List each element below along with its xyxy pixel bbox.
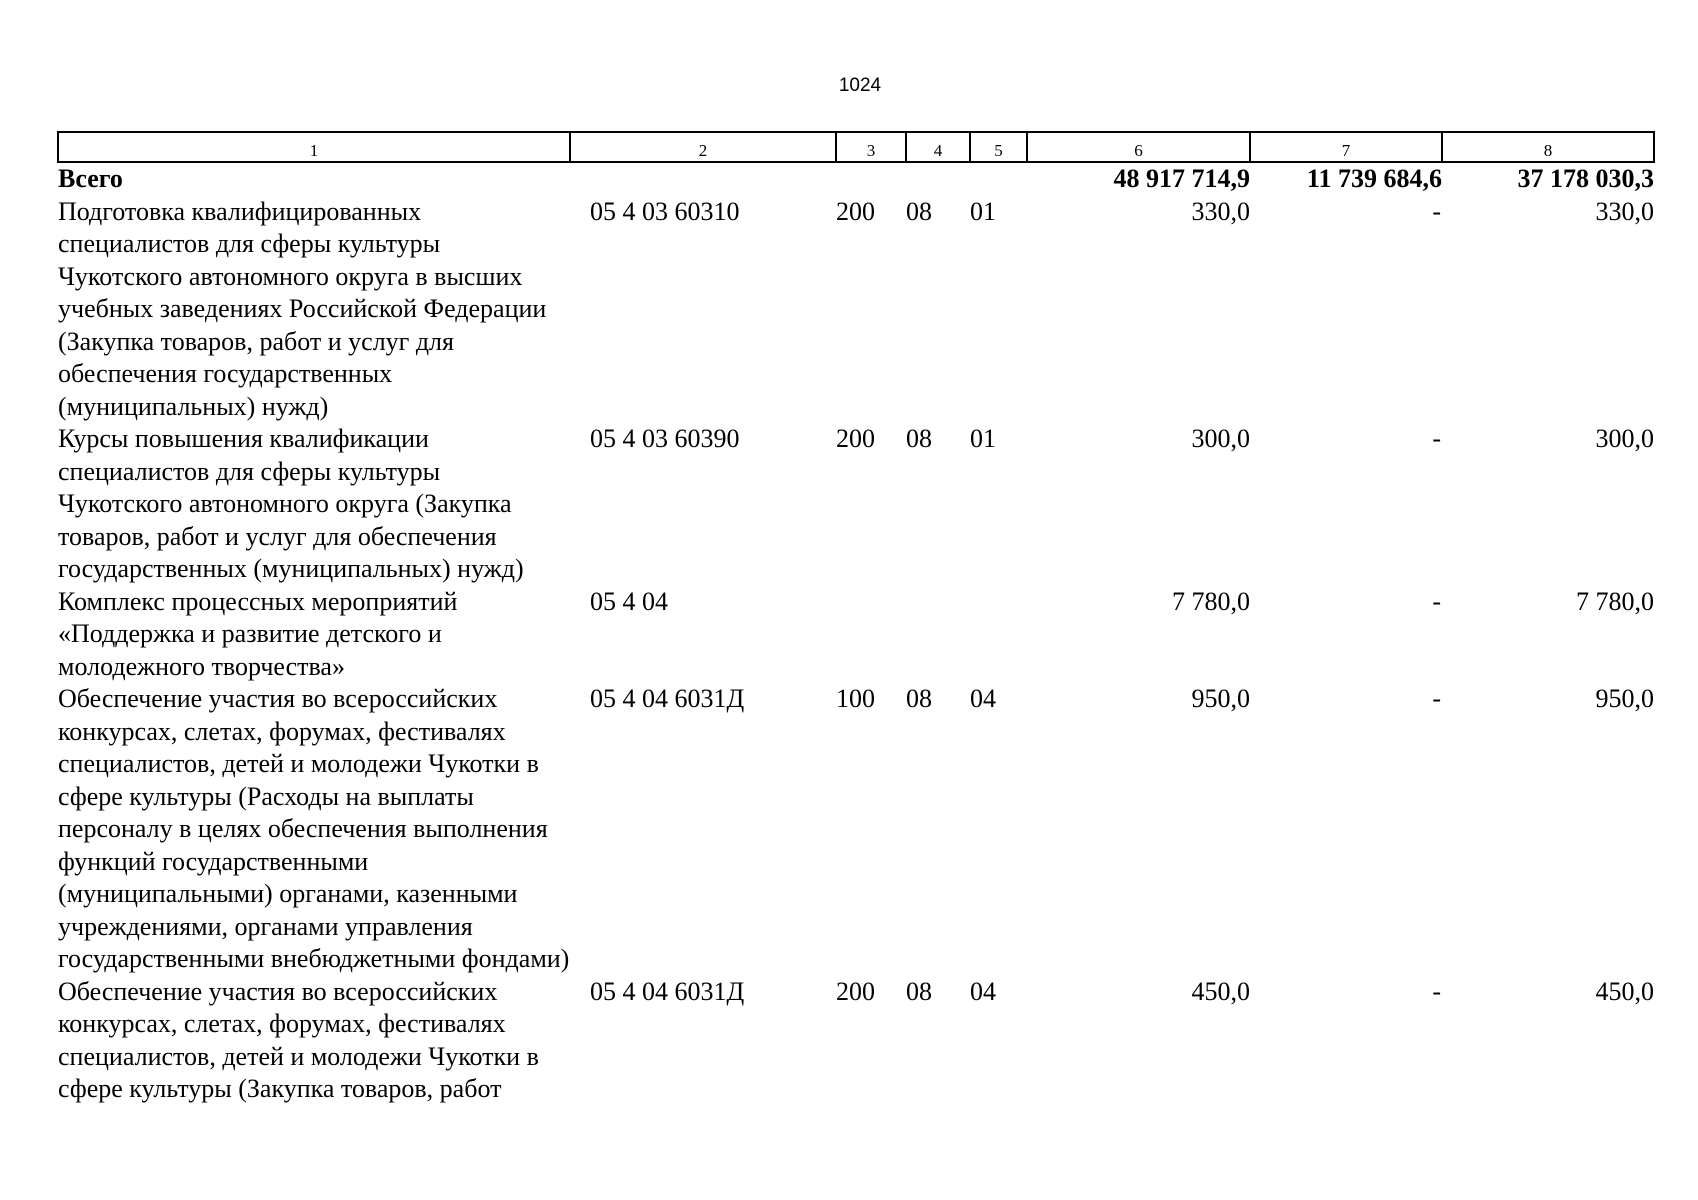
empty-cell bbox=[906, 162, 970, 196]
column-number-8: 8 bbox=[1442, 132, 1654, 162]
table-row bbox=[58, 976, 1654, 1106]
row-amount-col7: - bbox=[1432, 976, 1441, 1006]
row-amount-col6: 330,0 bbox=[1191, 196, 1250, 226]
table-row bbox=[58, 196, 1654, 424]
row-expense-type bbox=[836, 586, 906, 684]
row-target-article-code: 05 4 03 60310 bbox=[590, 196, 740, 226]
empty-cell bbox=[570, 162, 836, 196]
row-target-article-code: 05 4 04 bbox=[590, 586, 668, 616]
row-expense-type: 100 bbox=[836, 684, 875, 713]
column-number-2: 2 bbox=[570, 132, 836, 162]
column-number-6: 6 bbox=[1027, 132, 1250, 162]
empty-cell bbox=[836, 162, 906, 196]
row-subsection: 01 bbox=[970, 196, 996, 226]
total-amount-col8: 37 178 030,3 bbox=[1517, 164, 1654, 193]
budget-table bbox=[57, 131, 1655, 1106]
row-amount-col8: 300,0 bbox=[1595, 424, 1654, 453]
row-target-article-code: 05 4 03 60390 bbox=[590, 424, 740, 453]
row-section: 08 bbox=[906, 976, 932, 1006]
table-row bbox=[58, 586, 1654, 684]
row-amount-col6: 300,0 bbox=[1191, 424, 1250, 453]
row-name: Обеспечение участия во всероссийских конкурсах, слетах, форумах, фестивалях специалистов, детей и молодежи Чукотки в сфере культуры (Закупка товаров, работ bbox=[58, 976, 539, 1103]
row-name: Подготовка квалифицированных специалистов для сферы культуры Чукотского автономного округа в высших учебных заведениях Российской Федерации (Закупка товаров, работ и услуг для обеспечения государственных (муниципальных) нужд) bbox=[58, 196, 547, 421]
row-subsection: 01 bbox=[970, 424, 996, 453]
row-section: 08 bbox=[906, 196, 932, 226]
total-label: Всего bbox=[58, 164, 123, 193]
row-amount-col8: 950,0 bbox=[1595, 684, 1654, 713]
row-name: Обеспечение участия во всероссийских конкурсах, слетах, форумах, фестивалях специалистов, детей и молодежи Чукотки в сфере культуры (Расходы на выплаты персоналу в целях обеспечения выполнения функций государственными (муниципальными) органами, казенными учреждениями, органами управления государственными внебюджетными фондами) bbox=[58, 684, 570, 973]
table-body bbox=[58, 162, 1654, 1106]
column-number-3: 3 bbox=[836, 132, 906, 162]
header-row bbox=[58, 132, 1654, 162]
row-section: 08 bbox=[906, 424, 932, 453]
row-target-article-code: 05 4 04 6031Д bbox=[590, 684, 745, 713]
row-expense-type: 200 bbox=[836, 976, 875, 1006]
total-row bbox=[58, 162, 1654, 196]
row-amount-col7: - bbox=[1432, 424, 1441, 453]
row-name: Курсы повышения квалификации специалистов для сферы культуры Чукотского автономного округа (Закупка товаров, работ и услуг для обеспечения государственных (муниципальных) нужд) bbox=[58, 424, 524, 583]
column-number-7: 7 bbox=[1250, 132, 1442, 162]
column-number-4: 4 bbox=[906, 132, 970, 162]
row-amount-col7: - bbox=[1432, 586, 1441, 616]
table-header bbox=[58, 132, 1654, 162]
row-subsection: 04 bbox=[970, 976, 996, 1006]
page-number: 1024 bbox=[838, 75, 882, 96]
row-subsection bbox=[970, 586, 1027, 684]
row-amount-col7: - bbox=[1432, 684, 1441, 713]
row-expense-type: 200 bbox=[836, 196, 875, 226]
table-row bbox=[58, 423, 1654, 586]
row-amount-col7: - bbox=[1432, 196, 1441, 226]
row-amount-col6: 450,0 bbox=[1191, 976, 1250, 1006]
row-amount-col6: 950,0 bbox=[1191, 684, 1250, 713]
row-subsection: 04 bbox=[970, 684, 996, 713]
row-target-article-code: 05 4 04 6031Д bbox=[590, 976, 745, 1006]
empty-cell bbox=[970, 162, 1027, 196]
row-amount-col8: 330,0 bbox=[1595, 196, 1654, 226]
row-expense-type: 200 bbox=[836, 424, 875, 453]
row-section: 08 bbox=[906, 684, 932, 713]
row-amount-col8: 7 780,0 bbox=[1576, 586, 1654, 616]
column-number-5: 5 bbox=[970, 132, 1027, 162]
row-amount-col8: 450,0 bbox=[1595, 976, 1654, 1006]
total-amount-col7: 11 739 684,6 bbox=[1306, 164, 1442, 193]
row-amount-col6: 7 780,0 bbox=[1172, 586, 1250, 616]
column-number-1: 1 bbox=[58, 132, 570, 162]
row-section bbox=[906, 586, 970, 684]
table-row bbox=[58, 683, 1654, 976]
row-name: Комплекс процессных мероприятий «Поддержка и развитие детского и молодежного творчества» bbox=[58, 586, 458, 681]
total-amount-col6: 48 917 714,9 bbox=[1113, 164, 1250, 193]
